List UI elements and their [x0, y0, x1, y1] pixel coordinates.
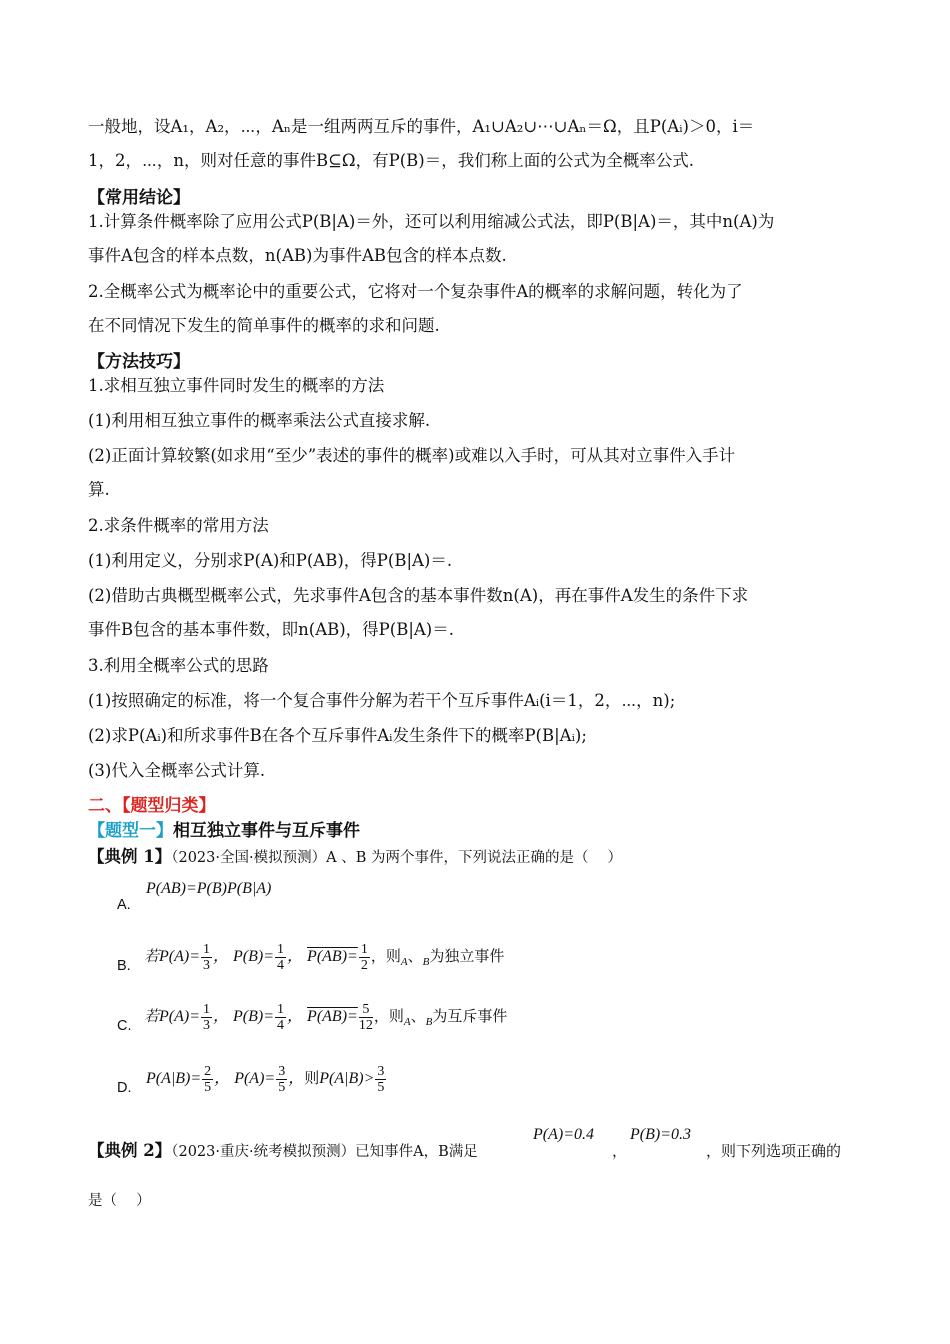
question-type-1-heading: [88, 820, 360, 842]
option-b-if: 若: [144, 949, 160, 966]
example-1-question: A 、B 为两个事件，下列说法正确的是（ ）: [326, 850, 623, 866]
example-1-label: 【典例 1】: [88, 847, 172, 866]
option-b-then: ，则: [370, 949, 401, 966]
method-3-step-2: (2)求P(Aᵢ)和所求事件B在各个互斥事件Aᵢ发生条件下的概率P(B|Aᵢ);: [88, 726, 587, 745]
option-a-letter: A.: [117, 897, 131, 913]
option-c-frac-a: [201, 1002, 212, 1033]
option-c-content: 若P(A)= $\frac{1}{3}$ ， P(B)= $\frac{1}{4}$ ， P(AB)= $\frac{5}{12}$ ，则$_A$、$_B$为互斥事件: [144, 1002, 508, 1033]
example-2-comma: ，: [612, 1142, 628, 1160]
option-b-frac-ab: [359, 942, 370, 973]
example-2-pa: P(A)=0.4: [533, 1126, 594, 1143]
option-c-frac-b: [275, 1002, 286, 1033]
option-b-letter: B.: [117, 958, 131, 974]
frac-denominator: 5: [204, 1080, 212, 1095]
option-b-frac-b: [275, 942, 286, 973]
frac-denominator: 5: [278, 1080, 286, 1095]
option-c-conclusion: 为互斥事件: [432, 1009, 508, 1026]
option-b-pa: P(A)=: [159, 948, 201, 966]
total-probability-definition-line-2: 1，2，⋯，n，则对任意的事件B⊆Ω，有P(B)＝，我们称上面的公式为全概率公式.: [88, 151, 694, 170]
frac-numerator: 1: [203, 942, 211, 957]
method-2-step-2-line-1: (2)借助古典概型概率公式，先求事件A包含的基本事件数n(A)，再在事件A发生的条件下求: [88, 586, 749, 605]
method-3-step-1: (1)按照确定的标准，将一个复合事件分解为若干个互斥事件Aᵢ(i＝1，2，⋯，n);: [88, 691, 676, 710]
option-b-frac-a: [201, 942, 212, 973]
option-b-conclusion: 为独立事件: [429, 949, 505, 966]
conclusion-2-line-1: 2.全概率公式为概率论中的重要公式，它将对一个复杂事件A的概率的求解问题，转化为了: [88, 282, 743, 301]
frac-denominator: 3: [203, 958, 211, 973]
option-d-frac-3: [375, 1064, 386, 1095]
example-2-stem-post: ，则下列选项正确的: [706, 1142, 842, 1160]
frac-denominator: 5: [377, 1080, 385, 1095]
event-a: A: [400, 956, 408, 969]
method-2-step-2-line-2: 事件B包含的基本事件数，即n(AB)，得P(B|A)＝.: [88, 620, 454, 639]
separator: 、: [407, 949, 423, 966]
frac-numerator: 1: [277, 1002, 285, 1017]
conclusion-1-line-1: 1.计算条件概率除了应用公式P(B|A)＝外，还可以利用缩减公式法，即P(B|A)＝，其中n(A)为: [88, 212, 775, 231]
option-c-if: 若: [144, 1009, 160, 1026]
method-1-step-2-line-1: (2)正面计算较繁(如求用“至少”表述的事件的概率)或难以入手时，可从其对立事件入手计: [88, 446, 736, 465]
method-2-step-1: (1)利用定义，分别求P(A)和P(AB)，得P(B|A)＝.: [88, 551, 453, 570]
option-b-pb: P(B)=: [233, 948, 275, 966]
section-heading: [88, 795, 216, 817]
frac-numerator: 1: [203, 1002, 211, 1017]
section-prefix: 二、: [88, 796, 122, 816]
frac-numerator: 3: [278, 1064, 286, 1079]
method-1-step-2-line-2: 算.: [88, 480, 110, 499]
example-1-stem: [88, 846, 622, 869]
frac-numerator: 2: [204, 1064, 212, 1079]
event-a: A: [403, 1016, 411, 1029]
option-b-pab: P(AB)=: [307, 948, 358, 966]
conclusion-2-line-2: 在不同情况下发生的简单事件的概率的求和问题.: [88, 316, 440, 335]
option-a-formula: P(AB)=P(B)P(B|A): [146, 880, 272, 897]
option-d-frac-1: [202, 1064, 213, 1095]
event-b: B: [422, 956, 430, 969]
question-type-title: 相互独立事件与互斥事件: [173, 821, 360, 841]
frac-denominator: 12: [358, 1018, 373, 1033]
option-c-pa: P(A)=: [159, 1008, 201, 1026]
separator: 、: [410, 1009, 426, 1026]
frac-numerator: 1: [277, 942, 285, 957]
option-d-content: P(A|B)= $\frac{2}{5}$ ， P(A)= $\frac{3}{5}$ ，则P(A|B)> $\frac{3}{5}$: [146, 1064, 385, 1095]
option-c-letter: C.: [117, 1018, 132, 1034]
frac-denominator: 4: [277, 1018, 285, 1033]
option-d-p2: P(A)=: [234, 1070, 276, 1088]
example-2-stem-line-2: 是（ ）: [88, 1193, 151, 1209]
event-b: B: [425, 1016, 433, 1029]
method-1-step-1: (1)利用相互独立事件的概率乘法公式直接求解.: [88, 411, 431, 430]
conclusion-1-line-2: 事件A包含的样本点数，n(AB)为事件AB包含的样本点数.: [88, 246, 507, 265]
frac-denominator: 4: [277, 958, 285, 973]
option-c-frac-ab: [359, 1002, 373, 1033]
option-c-pb: P(B)=: [233, 1008, 275, 1026]
question-type-label: 【题型一】: [88, 821, 173, 841]
example-2-pb: P(B)=0.3: [630, 1126, 691, 1143]
option-d-frac-2: [276, 1064, 287, 1095]
method-3-title: 3.利用全概率公式的思路: [88, 656, 269, 675]
method-3-step-3: (3)代入全概率公式计算.: [88, 761, 266, 780]
method-1-title: 1.求相互独立事件同时发生的概率的方法: [88, 376, 385, 395]
frac-numerator: 1: [360, 942, 368, 957]
total-probability-definition-line-1: 一般地，设A₁，A₂，⋯，Aₙ是一组两两互斥的事件，A₁∪A₂∪⋯∪Aₙ＝Ω，且P(Aᵢ)＞0，i＝: [88, 117, 755, 136]
frac-numerator: 5: [359, 1002, 373, 1018]
example-2-stem: [88, 1140, 478, 1163]
section-title: 【题型归类】: [122, 796, 216, 816]
example-2-stem-pre: 已知事件A，B满足: [355, 1144, 478, 1160]
frac-denominator: 2: [360, 958, 368, 973]
common-conclusions-heading: 【常用结论】: [88, 188, 190, 208]
option-c-pab: P(AB)=: [307, 1008, 358, 1026]
option-d-then: 则: [304, 1071, 320, 1088]
option-d-p1: P(A|B)=: [146, 1070, 202, 1088]
option-d-p3: P(A|B)>: [319, 1070, 375, 1088]
option-d-letter: D.: [117, 1080, 132, 1096]
example-1-source: （2023·全国·模拟预测）: [171, 850, 327, 866]
method-2-title: 2.求条件概率的常用方法: [88, 516, 269, 535]
example-2-source: （2023·重庆·统考模拟预测）: [171, 1144, 356, 1160]
option-b-content: 若P(A)= $\frac{1}{3}$ ， P(B)= $\frac{1}{4}$ ， P(AB)= $\frac{1}{2}$ ，则$_A$、$_B$为独立事件: [144, 942, 505, 973]
frac-denominator: 3: [203, 1018, 211, 1033]
frac-numerator: 3: [377, 1064, 385, 1079]
option-c-then: ，则: [373, 1009, 404, 1026]
example-2-label: 【典例 2】: [88, 1141, 172, 1160]
method-tips-heading: 【方法技巧】: [88, 352, 190, 372]
